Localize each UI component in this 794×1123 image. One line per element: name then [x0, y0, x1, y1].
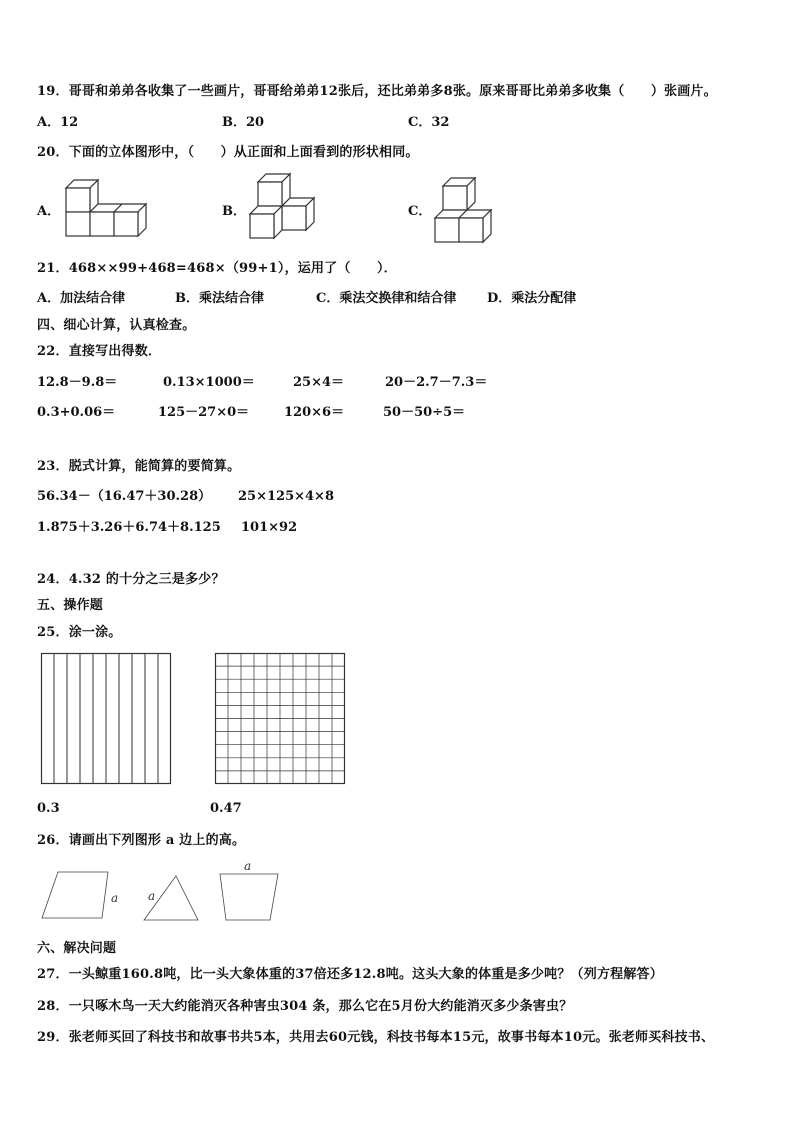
q20-label-a: A．	[37, 204, 61, 219]
question-24-stem: 24．4.32 的十分之三是多少？	[37, 572, 225, 587]
q22-item-1: 12.8－9.8＝	[37, 375, 118, 390]
parallelogram-edge-label: a	[111, 891, 119, 905]
question-21-stem: 21．468××99+468=468×（99+1），运用了（ ）．	[37, 261, 397, 276]
q22-item-2: 0.13×1000＝	[163, 375, 255, 390]
q22-item-3: 25×4＝	[293, 375, 345, 390]
section-4-heading: 四、细心计算，认真检查。	[37, 318, 196, 333]
cube-figure-c	[433, 176, 499, 248]
q22-item-7: 120×6＝	[284, 405, 345, 420]
q19-option-b: B．20	[222, 115, 265, 130]
section-6-heading: 六、解决问题	[37, 941, 117, 956]
q19-option-a: A．12	[37, 115, 79, 130]
question-28: 28．一只啄木鸟一天大约能消灭各种害虫304 条，那么它在5月份大约能消灭多少条害虫？	[37, 999, 573, 1014]
q19-option-c: C．32	[408, 115, 450, 130]
triangle-edge-label: a	[148, 889, 156, 903]
q23-item-3: 1.875＋3.26＋6.74＋8.125	[37, 520, 221, 535]
grid-label-left: 0.3	[37, 801, 60, 816]
trapezoid-figure	[218, 858, 282, 924]
cube-figure-b	[248, 172, 328, 244]
q21-option-d: D．乘法分配律	[487, 291, 577, 306]
question-22-stem: 22．直接写出得数．	[37, 344, 162, 359]
question-29: 29．张老师买回了科技书和故事书共5本，共用去60元钱，科技书每本15元，故事书每本10元。张老师买科技书、	[37, 1030, 715, 1045]
tenths-strip-grid	[41, 653, 171, 784]
q22-item-6: 125－27×0＝	[158, 405, 250, 420]
cube-figure-a	[64, 178, 154, 242]
trapezoid-edge-label: a	[244, 859, 252, 873]
q20-label-c: C．	[408, 204, 432, 219]
q22-item-4: 20－2.7－7.3＝	[385, 375, 488, 390]
q23-item-2: 25×125×4×8	[238, 489, 334, 504]
parallelogram-figure	[40, 868, 130, 924]
section-5-heading: 五、操作题	[37, 598, 104, 613]
q23-item-4: 101×92	[241, 520, 298, 535]
triangle-figure	[140, 872, 204, 924]
question-27: 27．一头鲸重160.8吨，比一头大象体重的37倍还多12.8吨。这头大象的体重是多少吨？（列方程解答）	[37, 967, 663, 982]
q20-label-b: B．	[222, 204, 246, 219]
q22-item-8: 50－50÷5＝	[383, 405, 466, 420]
hundredths-square-grid	[215, 653, 345, 784]
q22-item-5: 0.3+0.06＝	[37, 405, 116, 420]
q21-option-a: A．加法结合律	[37, 291, 126, 306]
question-20-stem: 20．下面的立体图形中，（ ）从正面和上面看到的形状相同。	[37, 145, 419, 160]
question-25-stem: 25．涂一涂。	[37, 625, 122, 640]
question-26-stem: 26．请画出下列图形 a 边上的高。	[37, 833, 246, 848]
q23-item-1: 56.34－（16.47＋30.28）	[37, 489, 212, 504]
question-19-stem: 19．哥哥和弟弟各收集了一些画片，哥哥给弟弟12张后，还比弟弟多8张。原来哥哥比弟弟多收集（ ）张画片。	[37, 84, 717, 99]
grid-label-right: 0.47	[210, 801, 242, 816]
q21-option-c: C．乘法交换律和结合律	[316, 291, 457, 306]
q21-option-b: B．乘法结合律	[175, 291, 264, 306]
question-23-stem: 23．脱式计算，能简算的要简算。	[37, 459, 241, 474]
